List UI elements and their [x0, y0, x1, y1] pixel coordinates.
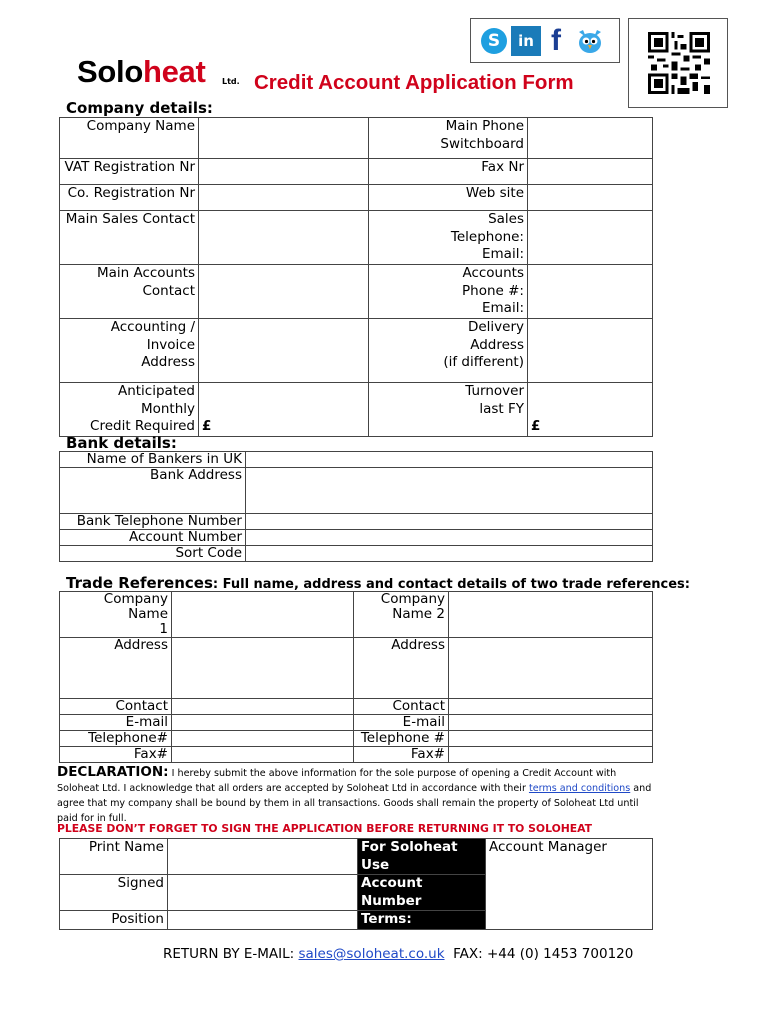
table-row [60, 514, 653, 530]
delivery-address-field[interactable] [528, 319, 653, 383]
company-details-table [59, 117, 653, 437]
ref2-telephone-field[interactable] [449, 731, 653, 747]
table-row [60, 118, 653, 159]
main-accounts-contact-label: Main Accounts Contact [60, 265, 199, 319]
main-phone-field[interactable] [528, 118, 653, 159]
ref2-contact-label: Contact [354, 699, 449, 715]
for-soloheat-use-label: For Soloheat Use [358, 839, 486, 875]
account-manager-field[interactable] [486, 839, 653, 930]
sales-email-link[interactable]: sales@soloheat.co.uk [298, 946, 445, 962]
company-name-label: Company Name [60, 118, 199, 159]
twitter-bird-icon[interactable] [575, 26, 605, 56]
table-row [60, 747, 653, 763]
qr-code-frame [628, 18, 728, 108]
signature-field[interactable] [168, 875, 358, 911]
declaration-label: DECLARATION: [57, 764, 169, 780]
company-details-heading: Company details: [66, 99, 213, 117]
table-row [60, 468, 653, 514]
monthly-credit-field[interactable]: £ [199, 383, 369, 437]
table-row [60, 592, 653, 638]
terms-and-conditions-link[interactable]: terms and conditions [528, 783, 631, 794]
main-phone-label: Main Phone Switchboard [369, 118, 528, 159]
trade-references-heading [66, 574, 690, 592]
declaration [57, 765, 657, 826]
qr-code-icon [648, 32, 710, 94]
bank-telephone-field[interactable] [246, 514, 653, 530]
signature-table [59, 838, 653, 930]
footer-prefix: RETURN BY E-MAIL: [163, 946, 299, 962]
bank-details-table [59, 451, 653, 562]
invoice-address-field[interactable] [199, 319, 369, 383]
ref1-contact-label: Contact [60, 699, 172, 715]
ref1-company-field[interactable] [172, 592, 354, 638]
ref2-contact-field[interactable] [449, 699, 653, 715]
table-row [60, 546, 653, 562]
main-sales-contact-field[interactable] [199, 211, 369, 265]
ref2-fax-field[interactable] [449, 747, 653, 763]
table-row [60, 839, 653, 875]
table-row [60, 530, 653, 546]
bank-address-label: Bank Address [60, 468, 246, 514]
trade-references-subtitle: : Full name, address and contact details of two trade references: [212, 577, 690, 592]
ref2-company-label: Company Name 2 [354, 592, 449, 638]
ref2-telephone-label: Telephone # [354, 731, 449, 747]
declaration-text: I hereby submit the above information for the sole purpose of opening a Credit Account with Soloheat Ltd. I acknowledge that all orders are accepted by Soloheat Ltd in accordance with their [57, 768, 617, 794]
ref1-telephone-label: Telephone# [60, 731, 172, 747]
table-row [60, 211, 653, 265]
footer-fax: FAX: +44 (0) 1453 700120 [444, 946, 634, 962]
table-row [60, 731, 653, 747]
main-accounts-contact-field[interactable] [199, 265, 369, 319]
accounts-phone-email-field[interactable] [528, 265, 653, 319]
account-number-office-label: Account Number [358, 875, 486, 911]
declaration-text-end: and agree that my company shall be bound by them in all transactions. Goods shall remain the property of Soloheat Ltd until paid for in full. [57, 783, 652, 824]
print-name-label: Print Name [60, 839, 168, 875]
table-row [60, 638, 653, 699]
fax-label: Fax Nr [369, 159, 528, 185]
ref2-fax-label: Fax# [354, 747, 449, 763]
trade-references-title: Trade References [66, 574, 213, 592]
table-row [60, 383, 653, 437]
ref1-email-label: E-mail [60, 715, 172, 731]
bankers-name-label: Name of Bankers in UK [60, 452, 246, 468]
bankers-name-field[interactable] [246, 452, 653, 468]
invoice-address-label: Accounting / Invoice Address [60, 319, 199, 383]
sign-warning: PLEASE DON’T FORGET TO SIGN THE APPLICATION BEFORE RETURNING IT TO SOLOHEAT [57, 822, 593, 835]
ref1-fax-field[interactable] [172, 747, 354, 763]
table-row [60, 452, 653, 468]
ref2-company-field[interactable] [449, 592, 653, 638]
vat-label: VAT Registration Nr [60, 159, 199, 185]
logo-ltd: Ltd. [222, 77, 240, 86]
trade-references-table [59, 591, 653, 763]
table-row [60, 159, 653, 185]
fax-field[interactable] [528, 159, 653, 185]
co-registration-field[interactable] [199, 185, 369, 211]
skype-glyph: S [481, 28, 507, 54]
bank-telephone-label: Bank Telephone Number [60, 514, 246, 530]
ref1-telephone-field[interactable] [172, 731, 354, 747]
skype-icon[interactable] [479, 26, 509, 56]
sales-telephone-email-field[interactable] [528, 211, 653, 265]
account-manager-label: Account Manager [489, 839, 607, 855]
company-name-field[interactable] [199, 118, 369, 159]
position-field[interactable] [168, 911, 358, 930]
footer-return-info [163, 946, 633, 962]
table-row [60, 265, 653, 319]
logo-text-solo: Solo [77, 54, 143, 89]
linkedin-icon[interactable]: in [511, 26, 541, 56]
ref2-email-field[interactable] [449, 715, 653, 731]
logo-text-heat: heat [142, 54, 206, 89]
co-registration-label: Co. Registration Nr [60, 185, 199, 211]
ref1-address-label: Address [60, 638, 172, 699]
website-label: Web site [369, 185, 528, 211]
form-title: Credit Account Application Form [254, 71, 574, 94]
table-row [60, 699, 653, 715]
ref1-contact-field[interactable] [172, 699, 354, 715]
sort-code-label: Sort Code [60, 546, 246, 562]
print-name-field[interactable] [168, 839, 358, 875]
vat-field[interactable] [199, 159, 369, 185]
ref1-fax-label: Fax# [60, 747, 172, 763]
bank-details-heading: Bank details: [66, 434, 177, 452]
website-field[interactable] [528, 185, 653, 211]
table-row [60, 715, 653, 731]
ref2-address-field[interactable] [449, 638, 653, 699]
turnover-field[interactable]: £ [528, 383, 653, 437]
table-row [60, 185, 653, 211]
ref2-address-label: Address [354, 638, 449, 699]
bank-address-field[interactable] [246, 468, 653, 514]
facebook-glyph: f [551, 24, 561, 57]
ref1-company-label: Company Name 1 [60, 592, 172, 638]
sales-telephone-email-label: Sales Telephone: Email: [369, 211, 528, 265]
turnover-label: Turnover last FY [369, 383, 528, 437]
soloheat-logo [77, 54, 206, 90]
delivery-address-label: Delivery Address (if different) [369, 319, 528, 383]
account-number-label: Account Number [60, 530, 246, 546]
monthly-credit-label: Anticipated Monthly Credit Required [60, 383, 199, 437]
sort-code-field[interactable] [246, 546, 653, 562]
table-row [60, 319, 653, 383]
facebook-icon[interactable] [545, 26, 575, 56]
social-links [470, 18, 620, 63]
account-number-field[interactable] [246, 530, 653, 546]
ref1-address-field[interactable] [172, 638, 354, 699]
ref2-email-label: E-mail [354, 715, 449, 731]
ref1-email-field[interactable] [172, 715, 354, 731]
accounts-phone-email-label: Accounts Phone #: Email: [369, 265, 528, 319]
terms-label: Terms: [358, 911, 486, 930]
main-sales-contact-label: Main Sales Contact [60, 211, 199, 265]
position-label: Position [60, 911, 168, 930]
signed-label: Signed [60, 875, 168, 911]
